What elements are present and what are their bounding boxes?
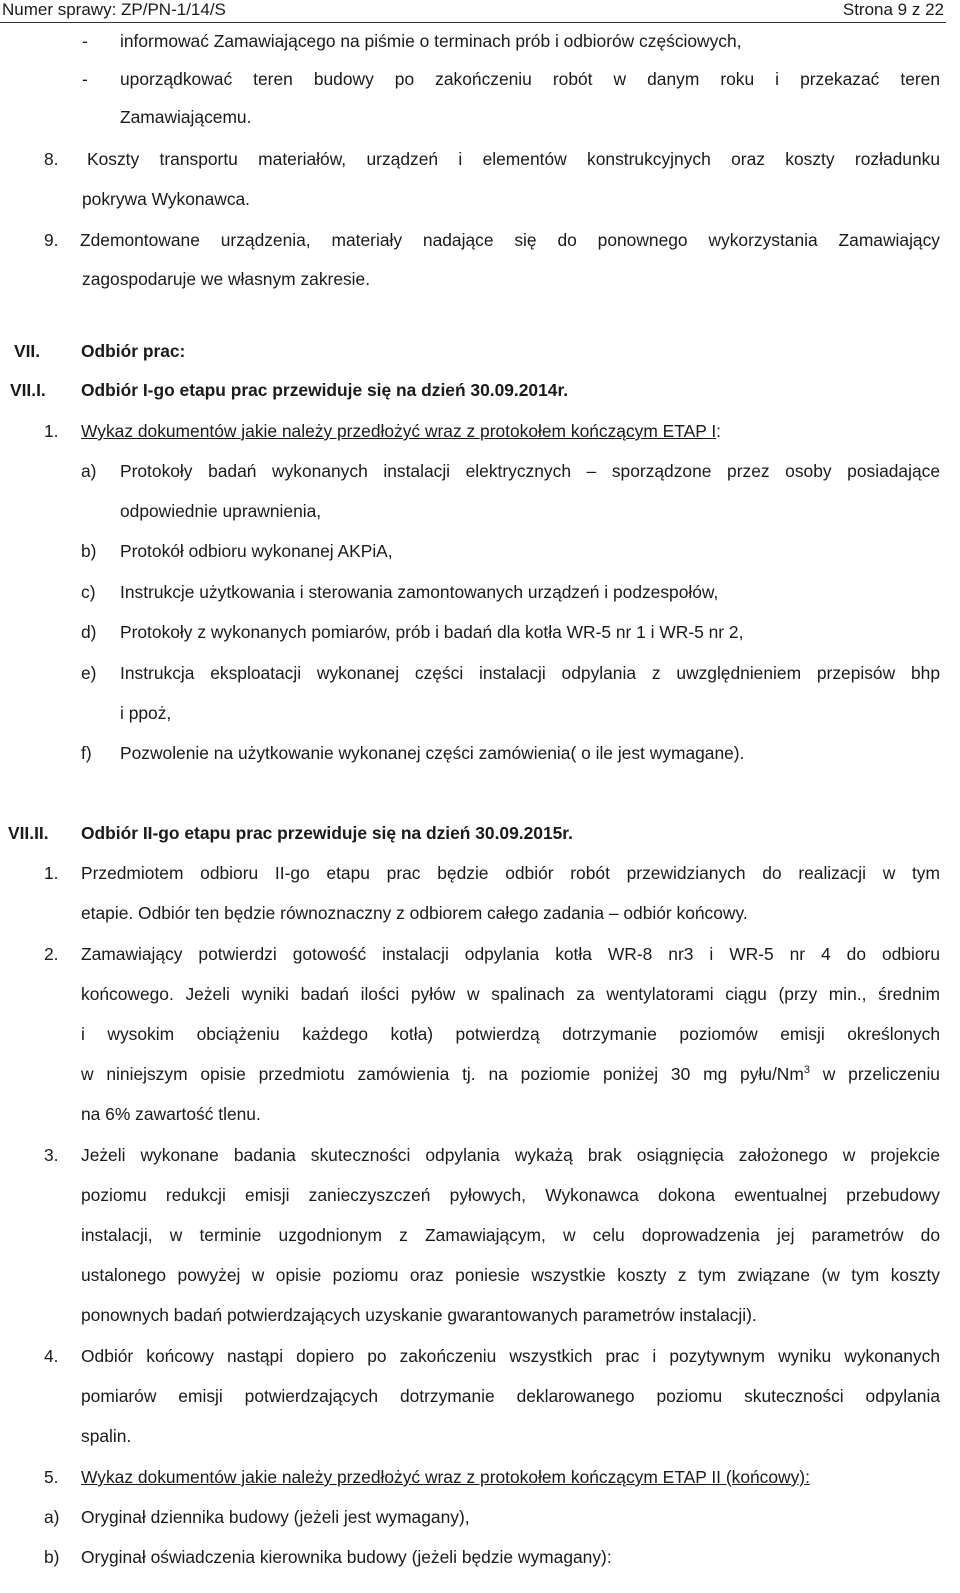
item-3-line2: poziomu redukcji emisji zanieczyszczeń pyłowych, Wykonawca dokona ewentualnej przebudowy — [81, 1185, 940, 1205]
list-letter: d) — [81, 622, 97, 642]
page-header — [0, 0, 946, 23]
item-2-line3: i wysokim obciążeniu każdego kotła) potwierdzą dotrzymanie poziomów emisji określonych — [81, 1024, 940, 1044]
list-item-a-line1: Protokoły badań wykonanych instalacji elektrycznych – sporządzone przez osoby posiadające — [120, 461, 940, 481]
top-item-2-line1: uporządkować teren budowy po zakończeniu robót w danym roku i przekazać teren — [120, 69, 940, 89]
item-number: 1. — [44, 863, 59, 883]
list-letter: c) — [81, 582, 96, 602]
item-4-line3: spalin. — [81, 1426, 132, 1446]
list-item-a-line2: odpowiednie uprawnienia, — [120, 501, 322, 521]
subsection-title: Odbiór II-go etapu prac przewiduje się na dzień 30.09.2015r. — [81, 823, 573, 843]
item-3-line1: Jeżeli wykonane badania skuteczności odpylania wykażą brak osiągnięcia założonego w projekcie — [81, 1145, 940, 1165]
subsection-number: VII.I. — [10, 380, 46, 400]
point-9-line2: zagospodaruje we własnym zakresie. — [82, 269, 371, 289]
dash-marker: - — [82, 69, 88, 89]
item-3-line4: ustalonego powyżej w opisie poziomu oraz poniesie wszystkie koszty z tym związane (w tym koszty — [81, 1265, 940, 1285]
item-1-line2: etapie. Odbiór ten będzie równoznaczny z odbiorem całego zadania – odbiór końcowy. — [81, 903, 748, 923]
item-number: 1. — [44, 421, 59, 441]
list-item-c: Instrukcje użytkowania i sterowania zamontowanych urządzeń i podzespołów, — [120, 582, 719, 602]
list-letter: b) — [44, 1547, 60, 1567]
item-3-line5: ponownych badań potwierdzających uzyskanie gwarantowanych parametrów instalacji). — [81, 1305, 757, 1325]
item-number: 4. — [44, 1346, 59, 1366]
section-title: Odbiór prac: — [81, 341, 186, 361]
list-item-f: Pozwolenie na użytkowanie wykonanej części zamówienia( o ile jest wymagane). — [120, 743, 745, 763]
item-1-line1: Przedmiotem odbioru II-go etapu prac będzie odbiór robót przewidzianych do realizacji w tym — [81, 863, 940, 883]
item-5-heading: Wykaz dokumentów jakie należy przedłożyć wraz z protokołem kończącym ETAP II (końcowy): — [81, 1467, 810, 1487]
documents-list-heading: Wykaz dokumentów jakie należy przedłożyć wraz z protokołem kończącym ETAP I: — [81, 421, 722, 441]
final-list-item-b: Oryginał oświadczenia kierownika budowy (jeżeli będzie wymagany): — [81, 1547, 612, 1567]
item-4-line1: Odbiór końcowy nastąpi dopiero po zakończeniu wszystkich prac i pozytywnym wyniku wykonanych — [81, 1346, 940, 1366]
point-8-line1: Koszty transportu materiałów, urządzeń i elementów konstrukcyjnych oraz koszty rozładunku — [87, 149, 940, 169]
list-letter: f) — [81, 743, 92, 763]
list-letter: a) — [44, 1507, 60, 1527]
item-number: 3. — [44, 1145, 59, 1165]
list-item-e-line1: Instrukcja eksploatacji wykonanej części instalacji odpylania z uwzględnieniem przepisów bhp — [120, 663, 940, 683]
item-number: 2. — [44, 944, 59, 964]
point-9-line1: Zdemontowane urządzenia, materiały nadające się do ponownego wykorzystania Zamawiający — [80, 230, 940, 250]
subsection-number: VII.II. — [8, 823, 49, 843]
item-2-line5: na 6% zawartość tlenu. — [81, 1104, 261, 1124]
item-number: 5. — [44, 1467, 59, 1487]
section-number: VII. — [14, 341, 41, 361]
case-number: Numer sprawy: ZP/PN-1/14/S — [2, 0, 226, 19]
list-item-d: Protokoły z wykonanych pomiarów, prób i badań dla kotła WR-5 nr 1 i WR-5 nr 2, — [120, 622, 744, 642]
point-number: 8. — [44, 149, 59, 169]
item-3-line3: instalacji, w terminie uzgodnionym z Zamawiającym, w celu doprowadzenia jej parametrów do — [81, 1225, 940, 1245]
item-4-line2: pomiarów emisji potwierdzających dotrzymanie deklarowanego poziomu skuteczności odpylania — [81, 1386, 940, 1406]
page-number: Strona 9 z 22 — [842, 0, 944, 19]
final-list-item-a: Oryginał dziennika budowy (jeżeli jest wymagany), — [81, 1507, 470, 1527]
top-item-2-line2: Zamawiającemu. — [120, 107, 252, 127]
top-item-1: informować Zamawiającego na piśmie o terminach prób i odbiorów częściowych, — [120, 31, 742, 51]
subsection-title: Odbiór I-go etapu prac przewiduje się na dzień 30.09.2014r. — [81, 380, 569, 400]
dash-marker: - — [82, 31, 88, 51]
list-letter: a) — [81, 461, 97, 481]
point-8-line2: pokrywa Wykonawca. — [82, 189, 251, 209]
list-letter: e) — [81, 663, 97, 683]
item-2-line2: końcowego. Jeżeli wyniki badań ilości pyłów w spalinach za wentylatorami ciągu (przy min., średnim — [81, 984, 940, 1004]
list-item-b: Protokół odbioru wykonanej AKPiA, — [120, 541, 393, 561]
list-item-e-line2: i ppoż, — [120, 703, 172, 723]
point-number: 9. — [44, 230, 59, 250]
item-2-line1: Zamawiający potwierdzi gotowość instalacji odpylania kotła WR-8 nr3 i WR-5 nr 4 do odbioru — [81, 944, 940, 964]
list-letter: b) — [81, 541, 97, 561]
item-2-line4: w niniejszym opisie przedmiotu zamówienia tj. na poziomie poniżej 30 mg pyłu/Nm$^3$ w przeliczeniu — [81, 1064, 940, 1084]
